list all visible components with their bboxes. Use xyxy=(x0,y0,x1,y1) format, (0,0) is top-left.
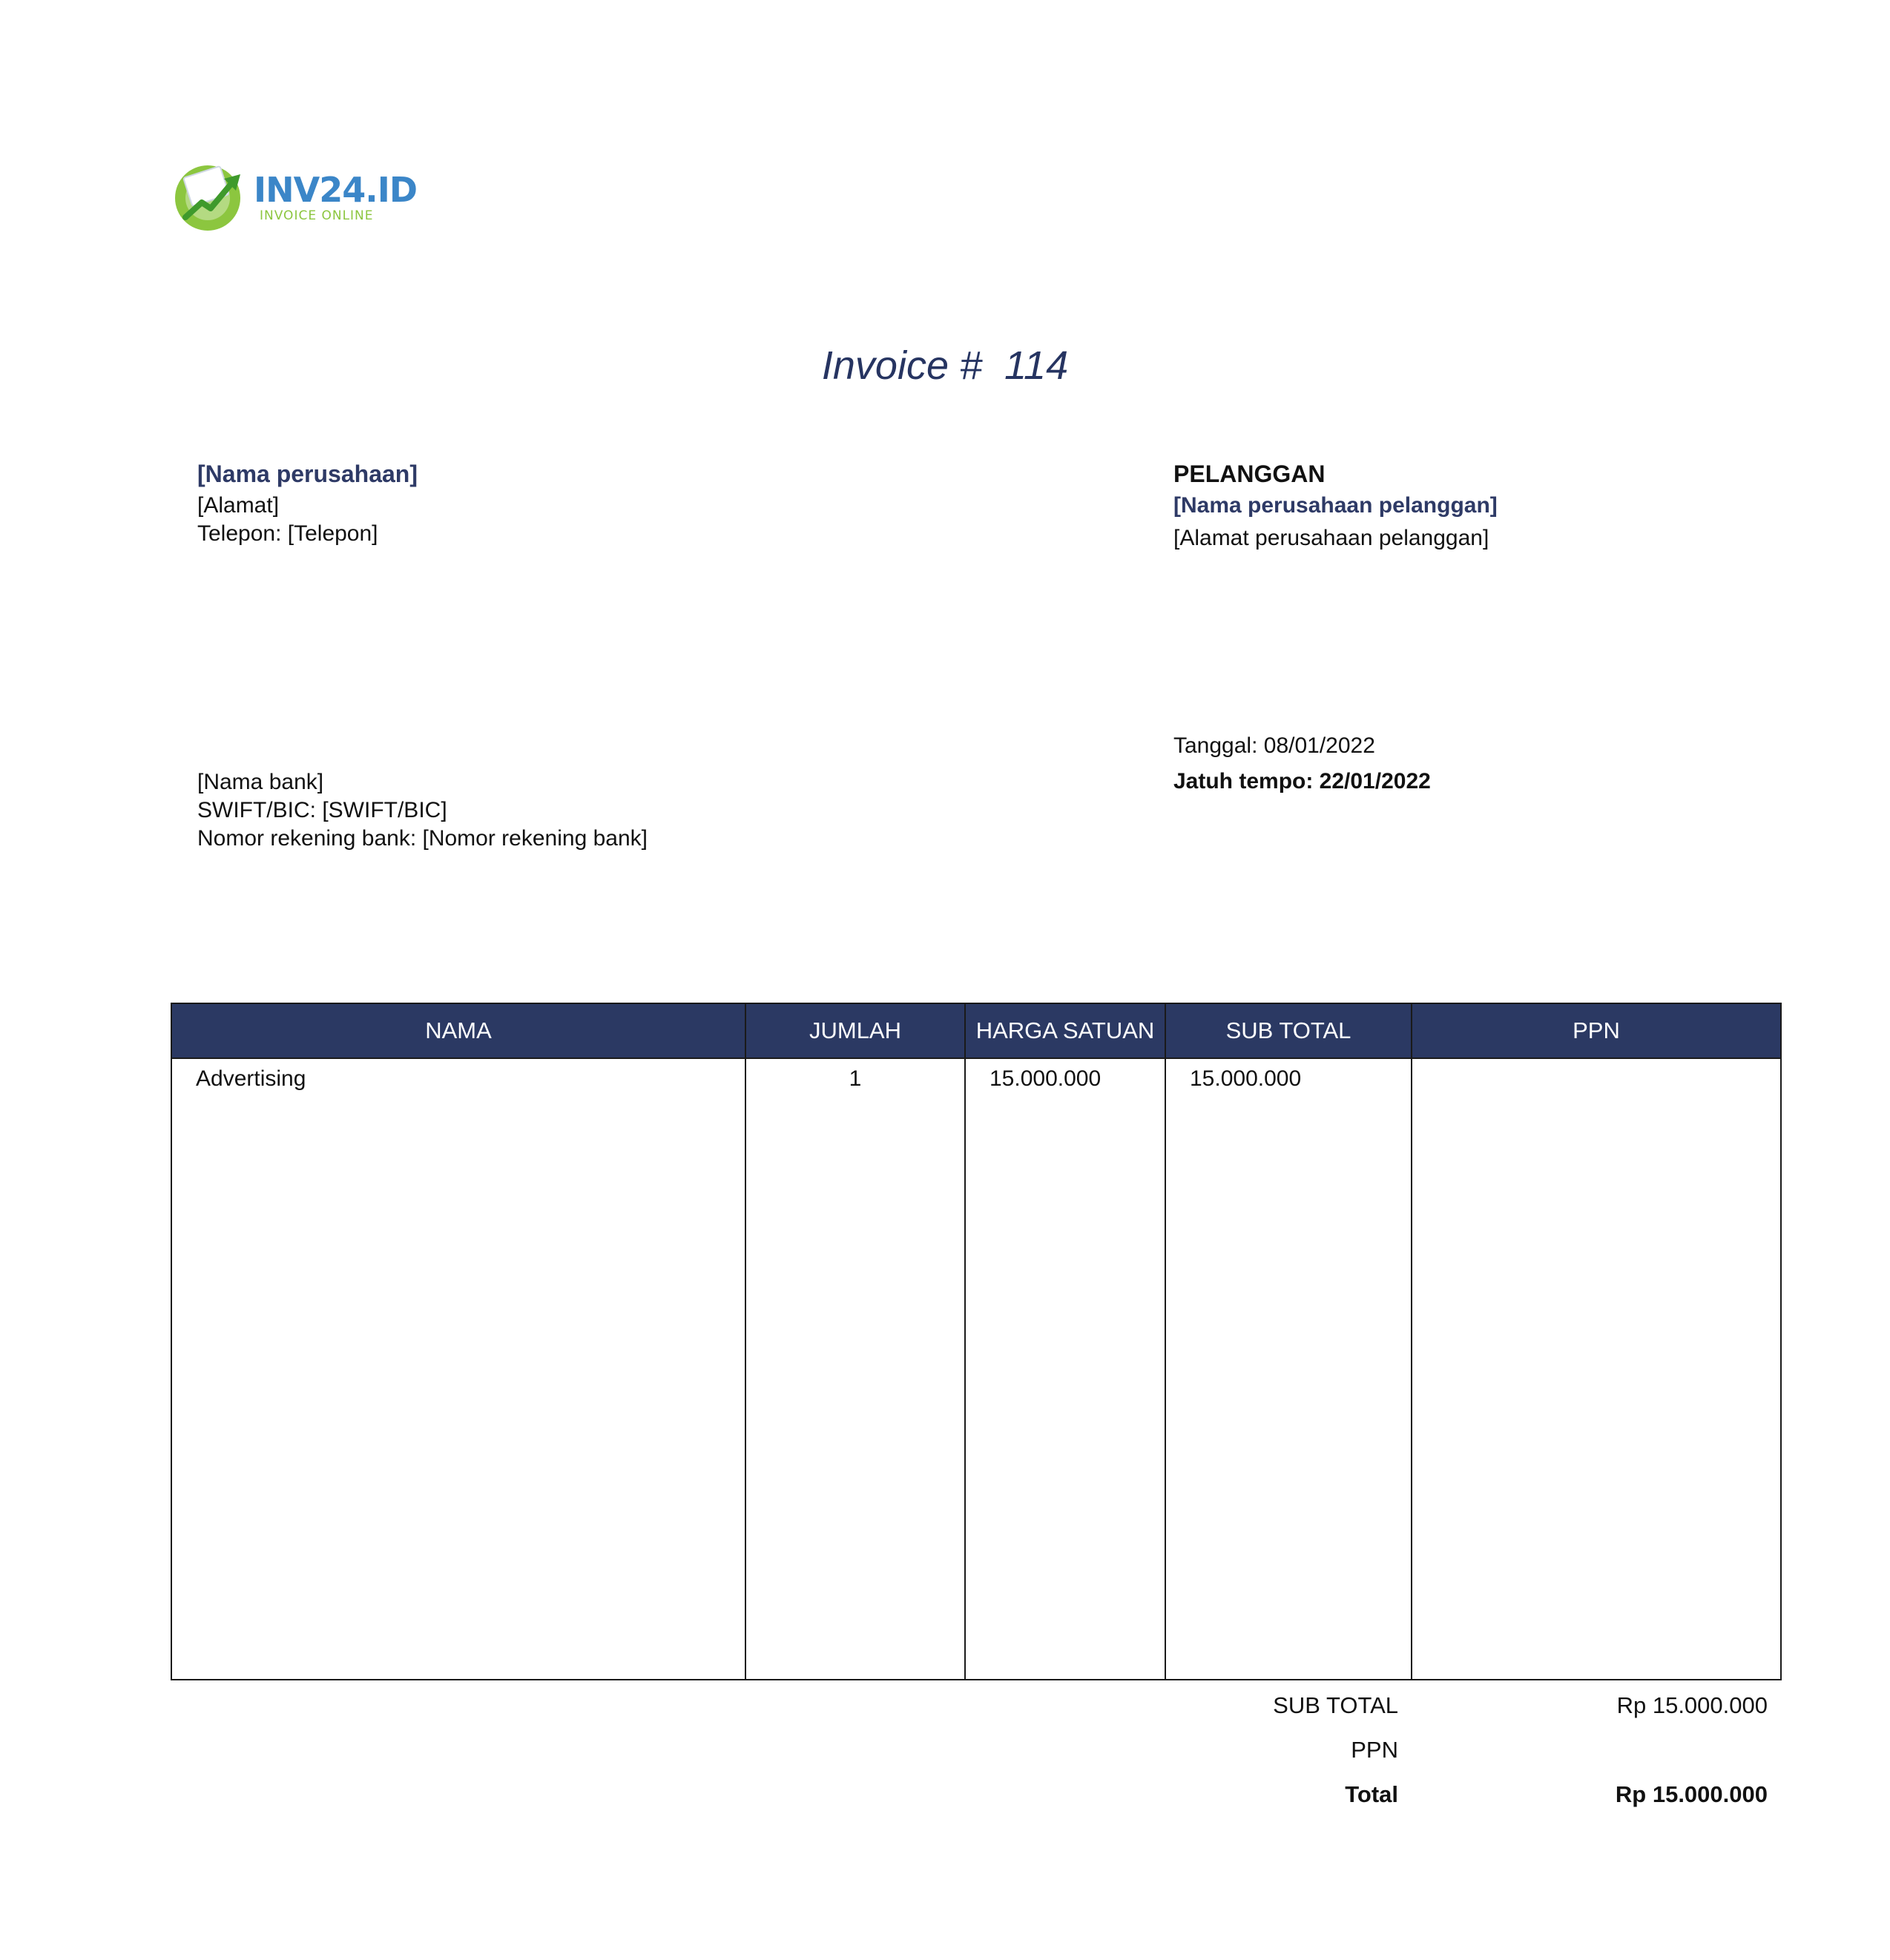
item-ppn xyxy=(1412,1059,1780,1066)
logo-name: INV24.ID xyxy=(254,170,418,210)
customer-company: [Nama perusahaan pelanggan] xyxy=(1173,493,1498,518)
invoice-title: Invoice # 114 xyxy=(821,343,1069,388)
logo-tagline: INVOICE ONLINE xyxy=(260,208,374,223)
due-date: Jatuh tempo: 22/01/2022 xyxy=(1173,769,1431,793)
seller-phone: Telepon: [Telepon] xyxy=(197,521,378,546)
bank-name: [Nama bank] xyxy=(197,770,324,794)
summary-total-value: Rp 15.000.000 xyxy=(1615,1781,1768,1807)
summary-ppn-label: PPN xyxy=(1351,1737,1398,1763)
invoice-date: Tanggal: 08/01/2022 xyxy=(1173,733,1375,758)
summary-total-label: Total xyxy=(1345,1781,1398,1807)
cell-price-col xyxy=(965,1058,1165,1680)
header-harga-satuan: HARGA SATUAN xyxy=(965,1003,1165,1058)
cell-subtotal-col xyxy=(1165,1058,1412,1680)
item-name: Advertising xyxy=(196,1066,306,1091)
bank-account: Nomor rekening bank: [Nomor rekening bank] xyxy=(197,826,648,851)
company-logo xyxy=(172,159,418,234)
customer-heading: PELANGGAN xyxy=(1173,461,1326,487)
item-qty: 1 xyxy=(849,1066,862,1091)
item-price: 15.000.000 xyxy=(990,1066,1102,1091)
summary-subtotal-value: Rp 15.000.000 xyxy=(1616,1692,1768,1718)
items-table xyxy=(171,1003,1782,1680)
header-sub-total: SUB TOTAL xyxy=(1165,1003,1412,1058)
seller-company: [Nama perusahaan] xyxy=(197,461,418,487)
bank-swift: SWIFT/BIC: [SWIFT/BIC] xyxy=(197,798,447,822)
customer-address: [Alamat perusahaan pelanggan] xyxy=(1173,526,1489,550)
summary-subtotal-label: SUB TOTAL xyxy=(1273,1692,1398,1718)
header-ppn: PPN xyxy=(1412,1003,1781,1058)
cell-ppn-col xyxy=(1412,1058,1781,1680)
table-header-row xyxy=(171,1003,1781,1058)
logo-icon xyxy=(172,159,246,234)
header-nama: NAMA xyxy=(171,1003,745,1058)
cell-nama-col xyxy=(171,1058,745,1680)
table-row xyxy=(171,1058,1781,1680)
header-jumlah: JUMLAH xyxy=(745,1003,965,1058)
seller-address: [Alamat] xyxy=(197,493,280,518)
cell-qty-col xyxy=(745,1058,965,1680)
item-subtotal: 15.000.000 xyxy=(1190,1066,1302,1091)
